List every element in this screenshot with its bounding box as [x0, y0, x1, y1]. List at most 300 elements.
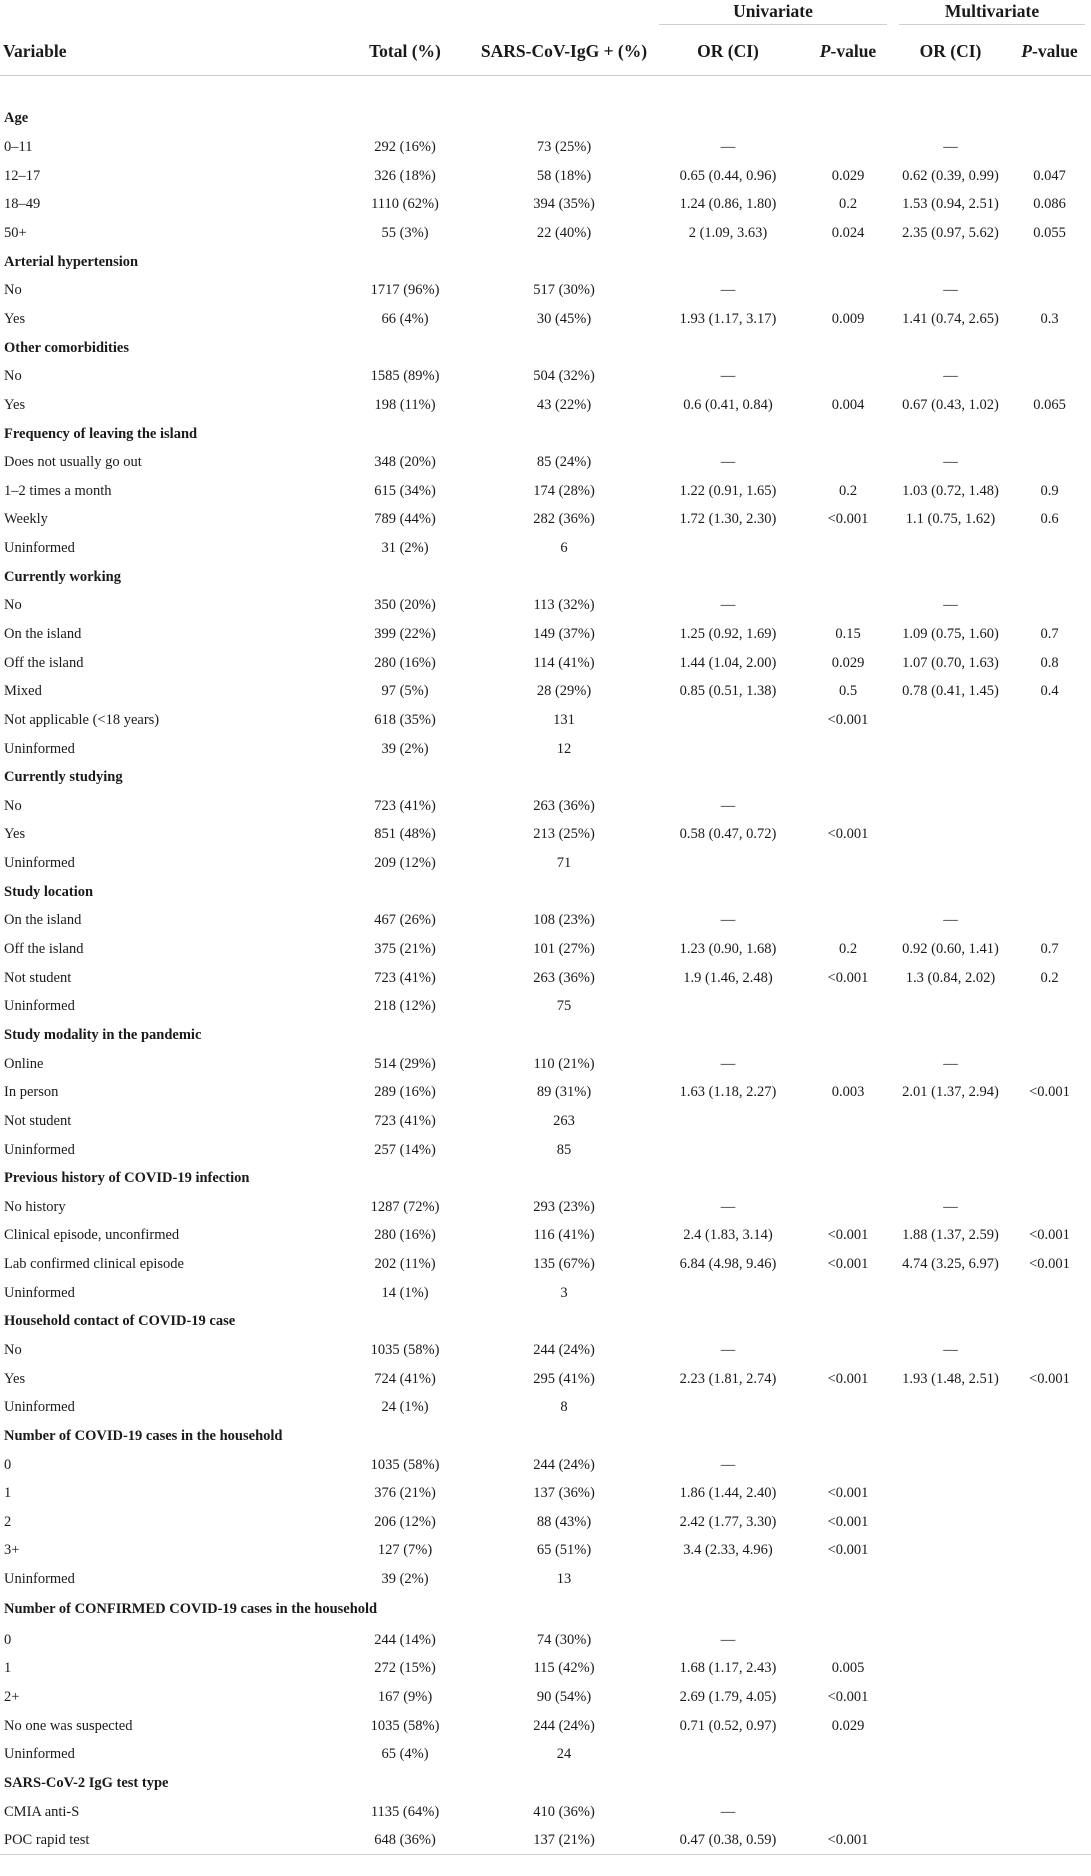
- table-row: [0, 1192, 1091, 1221]
- univariate-or-cell: [653, 849, 803, 878]
- total-cell: 55 (3%): [381, 225, 429, 242]
- univariate-p-cell: 0.005: [831, 1660, 865, 1677]
- igg-positive-cell: 137 (21%): [475, 1826, 653, 1855]
- variable-cell: No one was suspected: [4, 1717, 133, 1734]
- table-row: [0, 505, 1091, 534]
- multivariate-or-cell: 1.07 (0.70, 1.63): [902, 654, 999, 671]
- univariate-or-cell: —: [720, 1803, 736, 1820]
- variable-cell: Yes: [4, 826, 26, 843]
- variable-cell: Not applicable (<18 years): [4, 711, 160, 728]
- multivariate-p-cell: [1008, 1135, 1091, 1164]
- multivariate-p-cell: [1008, 1711, 1091, 1740]
- multivariate-p-cell: 0.7: [1040, 941, 1059, 958]
- univariate-p-cell: [803, 1107, 893, 1136]
- variable-cell: Does not usually go out: [4, 454, 142, 471]
- multivariate-or-cell: [893, 1740, 1008, 1769]
- table-row: [0, 1135, 1091, 1164]
- variable-cell: Yes: [4, 396, 26, 413]
- univariate-p-cell: 0.003: [831, 1084, 865, 1101]
- igg-positive-cell: 85: [556, 1141, 572, 1158]
- variable-cell: 0: [4, 1456, 12, 1473]
- total-cell: 399 (22%): [374, 625, 436, 642]
- table-row: [0, 1711, 1091, 1740]
- univariate-p-cell: [803, 591, 893, 620]
- multivariate-or-cell: —: [943, 454, 958, 471]
- univariate-or-cell: 1.22 (0.91, 1.65): [679, 482, 777, 499]
- univariate-p-cell: 0.029: [831, 167, 865, 184]
- multivariate-p-cell: [1008, 1654, 1091, 1683]
- total-cell: 280 (16%): [374, 654, 436, 671]
- univariate-p-cell: 0.15: [835, 625, 861, 642]
- table-row: [0, 849, 1091, 878]
- igg-positive-cell: 30 (45%): [536, 310, 592, 327]
- total-cell: 257 (14%): [374, 1141, 436, 1158]
- table-row: [0, 276, 1091, 305]
- multivariate-p-cell: [1008, 734, 1091, 763]
- table-row: [0, 534, 1091, 563]
- univariate-or-cell: —: [720, 1055, 736, 1072]
- univariate-or-cell: [653, 534, 803, 563]
- total-cell: 127 (7%): [377, 1542, 433, 1559]
- univariate-p-cell: 0.2: [838, 482, 858, 499]
- total-cell: 1585 (89%): [370, 368, 440, 385]
- multivariate-or-cell: 1.3 (0.84, 2.02): [905, 969, 996, 986]
- total-cell: 648 (36%): [335, 1826, 475, 1855]
- total-cell: 723 (41%): [374, 969, 436, 986]
- multivariate-p-cell: [1008, 1625, 1091, 1654]
- univariate-p-cell: [803, 448, 893, 477]
- table-header: [0, 0, 1091, 76]
- igg-positive-cell: 108 (23%): [533, 912, 595, 929]
- multivariate-or-cell: [893, 1711, 1008, 1740]
- total-cell: 1035 (58%): [370, 1717, 440, 1734]
- univariate-p-cell: [803, 1740, 893, 1769]
- total-cell: 39 (2%): [381, 740, 429, 757]
- univariate-or-cell: [653, 1740, 803, 1769]
- table-row: [0, 1826, 1091, 1855]
- multivariate-p-cell: [1008, 1107, 1091, 1136]
- univariate-or-cell: 1.24 (0.86, 1.80): [679, 196, 777, 213]
- total-cell: 350 (20%): [374, 597, 436, 614]
- variable-cell: 50+: [4, 225, 27, 242]
- univariate-or-cell: 1.86 (1.44, 2.40): [679, 1485, 777, 1502]
- multivariate-or-cell: [893, 1826, 1008, 1855]
- univariate-or-cell: —: [720, 797, 736, 814]
- category-label: SARS-CoV-2 IgG test type: [4, 1774, 169, 1791]
- variable-cell: 0: [4, 1631, 12, 1648]
- univariate-p-cell: 0.029: [831, 1717, 865, 1734]
- igg-positive-cell: 213 (25%): [533, 826, 595, 843]
- category-row: [0, 1021, 1091, 1050]
- total-cell: 1110 (62%): [371, 196, 439, 213]
- variable-cell: Off the island: [4, 941, 84, 958]
- univariate-or-cell: —: [720, 1342, 736, 1358]
- variable-cell: 12–17: [4, 167, 41, 184]
- total-cell: 1717 (96%): [370, 282, 440, 299]
- univariate-p-cell: 0.2: [838, 941, 858, 958]
- univariate-or-cell: 2.42 (1.77, 3.30): [679, 1513, 777, 1530]
- variable-cell: Uninformed: [4, 540, 75, 557]
- igg-positive-cell: 75: [556, 998, 572, 1015]
- univariate-group-header: Univariate: [653, 0, 893, 27]
- variable-column-header: Variable: [0, 27, 335, 76]
- univariate-or-cell: —: [720, 282, 736, 299]
- multivariate-p-cell: [1008, 820, 1091, 849]
- univariate-p-cell: 0.009: [831, 310, 865, 327]
- total-cell: 202 (11%): [374, 1256, 436, 1273]
- univariate-p-cell: [803, 1049, 893, 1078]
- univariate-p-cell: [803, 1192, 893, 1221]
- igg-positive-cell: 114 (41%): [533, 654, 595, 671]
- univariate-p-cell: <0.001: [827, 1542, 869, 1559]
- univariate-or-cell: 0.47 (0.38, 0.59): [653, 1826, 803, 1855]
- total-cell: 66 (4%): [381, 310, 429, 327]
- category-row: [0, 763, 1091, 792]
- multivariate-or-cell: —: [943, 1342, 958, 1358]
- category-row: [0, 562, 1091, 591]
- variable-cell: 0–11: [4, 139, 33, 156]
- multivariate-p-cell: 0.8: [1040, 654, 1059, 671]
- multivariate-or-cell: [893, 1393, 1008, 1422]
- total-cell: 244 (14%): [374, 1631, 436, 1648]
- variable-cell: Uninformed: [4, 1571, 75, 1588]
- variable-cell: Uninformed: [4, 998, 75, 1015]
- multivariate-or-header: OR (CI): [893, 27, 1008, 76]
- univariate-p-cell: [803, 534, 893, 563]
- multivariate-or-cell: [893, 1479, 1008, 1508]
- multivariate-p-cell: 0.086: [1033, 196, 1066, 213]
- univariate-p-cell: <0.001: [827, 511, 869, 528]
- variable-cell: On the island: [4, 912, 82, 929]
- igg-positive-cell: 113 (32%): [533, 597, 595, 614]
- category-label: Currently working: [4, 568, 121, 585]
- table-row: [0, 1278, 1091, 1307]
- total-cell: 198 (11%): [374, 396, 436, 413]
- table-row: [0, 448, 1091, 477]
- table-row: [0, 305, 1091, 334]
- univariate-p-cell: <0.001: [827, 1689, 869, 1706]
- multivariate-p-cell: [1008, 276, 1091, 305]
- variable-cell: No: [4, 597, 22, 614]
- univariate-or-cell: —: [720, 1198, 736, 1215]
- category-row: [0, 247, 1091, 276]
- univariate-p-cell: 0.004: [831, 396, 865, 413]
- multivariate-or-cell: [893, 1278, 1008, 1307]
- univariate-p-cell: [803, 1393, 893, 1422]
- total-cell: 615 (34%): [374, 482, 436, 499]
- univariate-p-cell: 0.029: [831, 654, 865, 671]
- total-cell: 1287 (72%): [370, 1198, 440, 1215]
- univariate-or-cell: 1.44 (1.04, 2.00): [679, 654, 777, 671]
- univariate-or-cell: 0.71 (0.52, 0.97): [679, 1717, 777, 1734]
- multivariate-or-cell: 1.88 (1.37, 2.59): [902, 1227, 999, 1244]
- variable-cell: 2+: [4, 1689, 20, 1706]
- igg-positive-cell: 410 (36%): [533, 1803, 595, 1820]
- table-body: [0, 76, 1091, 1855]
- univariate-p-cell: [803, 1450, 893, 1479]
- table-row: [0, 1565, 1091, 1594]
- multivariate-p-cell: 0.055: [1033, 225, 1066, 242]
- category-label: Other comorbidities: [4, 339, 129, 356]
- total-column-header: Total (%): [335, 27, 475, 76]
- univariate-p-cell: <0.001: [827, 826, 869, 843]
- multivariate-p-cell: [1008, 1278, 1091, 1307]
- univariate-or-cell: [653, 734, 803, 763]
- igg-positive-cell: 174 (28%): [533, 482, 595, 499]
- univariate-p-cell: [803, 1625, 893, 1654]
- univariate-or-cell: 1.9 (1.46, 2.48): [683, 969, 773, 986]
- igg-positive-cell: 74 (30%): [536, 1631, 592, 1648]
- univariate-p-cell: <0.001: [827, 1513, 869, 1530]
- univariate-p-cell: <0.001: [827, 711, 869, 728]
- total-cell: 218 (12%): [374, 998, 436, 1015]
- multivariate-or-cell: 4.74 (3.25, 6.97): [902, 1256, 999, 1273]
- multivariate-or-cell: [893, 1683, 1008, 1712]
- multivariate-p-cell: [1008, 448, 1091, 477]
- igg-positive-cell: 282 (36%): [533, 511, 595, 528]
- table-row: [0, 1625, 1091, 1654]
- igg-positive-cell: 131: [553, 711, 575, 728]
- category-label: Arterial hypertension: [4, 253, 139, 270]
- multivariate-p-cell: [1008, 591, 1091, 620]
- multivariate-or-cell: [893, 792, 1008, 821]
- univariate-p-cell: [803, 133, 893, 162]
- multivariate-or-cell: 2.35 (0.97, 5.62): [902, 225, 999, 242]
- variable-cell: No: [4, 368, 22, 385]
- univariate-p-header: P-value: [803, 27, 893, 76]
- table-row: [0, 963, 1091, 992]
- multivariate-p-cell: 0.065: [1033, 396, 1066, 413]
- igg-positive-cell: 65 (51%): [536, 1542, 592, 1559]
- total-cell: 272 (15%): [374, 1660, 436, 1677]
- multivariate-p-cell: <0.001: [1029, 1256, 1070, 1273]
- variable-cell: Uninformed: [4, 1141, 75, 1158]
- total-cell: 289 (16%): [374, 1084, 436, 1101]
- total-cell: 789 (44%): [374, 511, 436, 528]
- variable-cell: Uninformed: [4, 1399, 75, 1416]
- table-row: [0, 792, 1091, 821]
- igg-positive-cell: 295 (41%): [533, 1370, 595, 1387]
- multivariate-p-cell: [1008, 992, 1091, 1021]
- category-row: [0, 877, 1091, 906]
- total-cell: 467 (26%): [374, 912, 436, 929]
- igg-positive-cell: 149 (37%): [533, 625, 595, 642]
- table-row: [0, 1336, 1091, 1365]
- multivariate-or-cell: [893, 534, 1008, 563]
- table-row: [0, 1797, 1091, 1826]
- variable-cell: On the island: [4, 625, 82, 642]
- multivariate-or-cell: [893, 1565, 1008, 1594]
- table-row: [0, 476, 1091, 505]
- univariate-or-cell: 3.4 (2.33, 4.96): [683, 1542, 773, 1559]
- univariate-p-cell: 0.2: [838, 196, 858, 213]
- multivariate-p-cell: [1008, 1797, 1091, 1826]
- igg-positive-cell: 244 (24%): [533, 1717, 595, 1734]
- multivariate-or-cell: 1.53 (0.94, 2.51): [902, 196, 999, 213]
- variable-cell: Clinical episode, unconfirmed: [4, 1227, 180, 1244]
- multivariate-p-cell: [1008, 1192, 1091, 1221]
- table-row: [0, 1049, 1091, 1078]
- igg-positive-cell: 101 (27%): [533, 941, 595, 958]
- category-row: [0, 104, 1091, 133]
- univariate-p-cell: [803, 276, 893, 305]
- total-cell: 1035 (58%): [370, 1342, 440, 1358]
- igg-positive-cell: 58 (18%): [536, 167, 592, 184]
- total-cell: 65 (4%): [381, 1746, 429, 1763]
- multivariate-p-cell: 0.3: [1040, 310, 1059, 327]
- total-cell: 723 (41%): [374, 1112, 436, 1129]
- total-cell: 376 (21%): [374, 1485, 436, 1502]
- table-row: [0, 1654, 1091, 1683]
- variable-cell: Not student: [4, 1112, 72, 1129]
- variable-cell: Uninformed: [4, 1746, 75, 1763]
- total-cell: 326 (18%): [374, 167, 436, 184]
- multivariate-p-cell: <0.001: [1029, 1370, 1070, 1387]
- variable-cell: 1: [4, 1660, 12, 1677]
- total-cell: 39 (2%): [381, 1571, 429, 1588]
- multivariate-or-cell: [893, 1107, 1008, 1136]
- multivariate-p-cell: [1008, 1536, 1091, 1565]
- table-row: [0, 1740, 1091, 1769]
- table-row: [0, 648, 1091, 677]
- total-cell: 280 (16%): [374, 1227, 436, 1244]
- variable-cell: In person: [4, 1084, 59, 1101]
- univariate-or-cell: 1.63 (1.18, 2.27): [679, 1084, 777, 1101]
- univariate-or-cell: [653, 1393, 803, 1422]
- variable-cell: No history: [4, 1198, 66, 1215]
- univariate-p-cell: [803, 906, 893, 935]
- total-cell: 348 (20%): [374, 454, 436, 471]
- multivariate-p-cell: 0.4: [1040, 683, 1059, 700]
- multivariate-p-cell: [1008, 1740, 1091, 1769]
- total-cell: 97 (5%): [381, 683, 429, 700]
- multivariate-p-cell: 0.047: [1033, 167, 1066, 184]
- univariate-p-cell: <0.001: [827, 1256, 869, 1273]
- table-row: [0, 1250, 1091, 1279]
- univariate-p-cell: <0.001: [827, 1227, 869, 1244]
- multivariate-or-cell: —: [943, 368, 958, 385]
- table-row: [0, 1479, 1091, 1508]
- multivariate-p-cell: 0.2: [1040, 969, 1059, 986]
- multivariate-p-cell: 0.6: [1040, 511, 1059, 528]
- univariate-p-cell: [803, 792, 893, 821]
- category-row: [0, 1593, 1091, 1625]
- table-row: [0, 992, 1091, 1021]
- category-row: [0, 419, 1091, 448]
- variable-cell: Uninformed: [4, 1284, 75, 1301]
- igg-positive-cell: 12: [556, 740, 572, 757]
- multivariate-or-cell: 1.09 (0.75, 1.60): [902, 625, 999, 642]
- multivariate-p-cell: [1008, 1565, 1091, 1594]
- variable-cell: 3+: [4, 1542, 20, 1559]
- variable-cell: No: [4, 797, 22, 814]
- univariate-p-cell: <0.001: [803, 1826, 893, 1855]
- variable-cell: Weekly: [4, 511, 48, 528]
- multivariate-p-cell: [1008, 1826, 1091, 1855]
- igg-positive-cell: 394 (35%): [533, 196, 595, 213]
- univariate-or-cell: 1.25 (0.92, 1.69): [679, 625, 777, 642]
- total-cell: 209 (12%): [374, 855, 436, 872]
- category-row: [0, 333, 1091, 362]
- univariate-p-cell: [803, 992, 893, 1021]
- multivariate-p-cell: [1008, 849, 1091, 878]
- table-row: [0, 1364, 1091, 1393]
- igg-positive-cell: 28 (29%): [536, 683, 592, 700]
- univariate-p-cell: [803, 1135, 893, 1164]
- univariate-or-cell: 2.69 (1.79, 4.05): [679, 1689, 777, 1706]
- multivariate-or-cell: [893, 1135, 1008, 1164]
- category-label: Number of COVID-19 cases in the household: [4, 1427, 283, 1444]
- variable-cell: POC rapid test: [0, 1826, 335, 1855]
- variable-cell: Not student: [4, 969, 72, 986]
- multivariate-or-cell: 1.1 (0.75, 1.62): [905, 511, 996, 528]
- multivariate-or-cell: [893, 1654, 1008, 1683]
- univariate-or-cell: [653, 706, 803, 735]
- univariate-p-cell: <0.001: [827, 1370, 869, 1387]
- table-row: [0, 1683, 1091, 1712]
- category-label: Study modality in the pandemic: [4, 1026, 202, 1043]
- igg-positive-cell: 22 (40%): [536, 225, 592, 242]
- variable-cell: Off the island: [4, 654, 84, 671]
- univariate-or-cell: [653, 1565, 803, 1594]
- table-row: [0, 1450, 1091, 1479]
- multivariate-p-cell: 0.9: [1040, 482, 1059, 499]
- univariate-p-cell: [803, 849, 893, 878]
- multivariate-or-cell: 1.93 (1.48, 2.51): [902, 1370, 999, 1387]
- total-cell: 1035 (58%): [370, 1456, 440, 1473]
- univariate-or-cell: —: [720, 1456, 736, 1473]
- univariate-or-cell: 2 (1.09, 3.63): [688, 225, 768, 242]
- univariate-or-cell: —: [720, 597, 736, 614]
- igg-positive-cell: 24: [556, 1746, 572, 1763]
- igg-positive-cell: 85 (24%): [536, 454, 592, 471]
- multivariate-or-cell: —: [943, 912, 958, 929]
- total-cell: 167 (9%): [377, 1689, 433, 1706]
- univariate-p-cell: <0.001: [827, 969, 869, 986]
- total-cell: 14 (1%): [381, 1284, 429, 1301]
- multivariate-or-cell: —: [943, 282, 958, 299]
- multivariate-or-cell: —: [943, 139, 958, 156]
- univariate-or-cell: —: [720, 368, 736, 385]
- total-cell: 724 (41%): [374, 1370, 436, 1387]
- table-row: [0, 362, 1091, 391]
- igg-positive-cell: 244 (24%): [533, 1456, 595, 1473]
- univariate-p-cell: [803, 734, 893, 763]
- univariate-or-cell: 0.6 (0.41, 0.84): [683, 396, 773, 413]
- variable-cell: Yes: [4, 1370, 26, 1387]
- univariate-p-cell: 0.024: [831, 225, 865, 242]
- multivariate-or-cell: [893, 992, 1008, 1021]
- igg-positive-cell: 137 (36%): [533, 1485, 595, 1502]
- total-cell: 514 (29%): [374, 1055, 436, 1072]
- table-row: [0, 734, 1091, 763]
- category-label: Household contact of COVID-19 case: [4, 1313, 236, 1330]
- univariate-or-header: OR (CI): [653, 27, 803, 76]
- table-row: [0, 706, 1091, 735]
- total-cell: 618 (35%): [374, 711, 436, 728]
- category-row: [0, 1422, 1091, 1451]
- igg-positive-cell: 244 (24%): [533, 1342, 595, 1358]
- igg-positive-cell: 43 (22%): [536, 396, 592, 413]
- multivariate-or-cell: 0.62 (0.39, 0.99): [902, 167, 999, 184]
- multivariate-group-header: Multivariate: [893, 0, 1091, 27]
- igg-positive-cell: 73 (25%): [536, 139, 592, 156]
- category-label: Age: [4, 110, 29, 127]
- multivariate-p-cell: 0.7: [1040, 625, 1059, 642]
- multivariate-or-cell: 0.67 (0.43, 1.02): [902, 396, 999, 413]
- univariate-or-cell: 0.85 (0.51, 1.38): [679, 683, 777, 700]
- univariate-p-cell: <0.001: [827, 1485, 869, 1502]
